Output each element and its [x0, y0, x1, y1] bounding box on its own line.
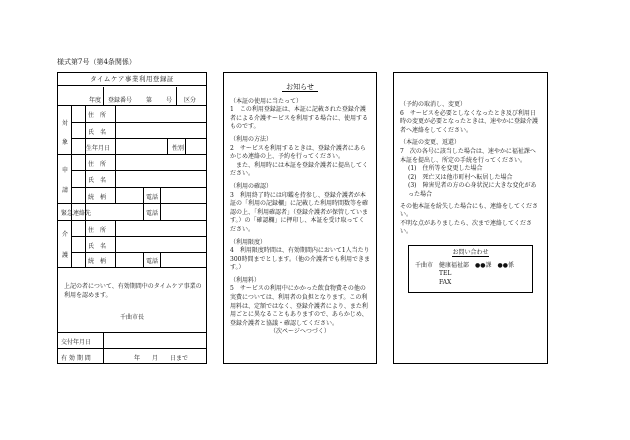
contact-fax: FAX	[439, 278, 452, 286]
divider	[160, 252, 161, 267]
issue-date-label: 交付年月日	[61, 339, 92, 346]
applicant-relation-label: 続 柄	[88, 194, 107, 201]
divider	[71, 122, 206, 123]
valid-period-label: 有 効 期 間	[61, 355, 91, 362]
list-item: (1) 住所等を変更した場合	[408, 165, 483, 173]
go-label: 号	[166, 97, 173, 104]
mayor-label: 千曲市長	[119, 314, 144, 321]
applicant-char: 請	[62, 187, 69, 194]
divider	[115, 122, 116, 154]
caregiver-char: 護	[62, 252, 69, 259]
divider	[176, 87, 177, 105]
caregiver-char: 介	[62, 231, 69, 238]
divider	[160, 187, 161, 203]
form-number: 様式第7号（第4条関係）	[57, 58, 136, 66]
notice-heading	[224, 83, 376, 92]
caregiver-address-label: 住 所	[88, 227, 107, 234]
birth-label: 生年月日	[86, 145, 111, 152]
section-title: （本証の使用に当たって）	[230, 97, 303, 105]
divider	[58, 220, 206, 221]
list-item: (3) 障害児者の方の心身状況に大きな変化があった場合	[408, 182, 537, 198]
divider	[71, 187, 206, 188]
divider	[103, 87, 104, 105]
reg-no-label: 登録番号	[108, 97, 133, 104]
divider	[167, 138, 168, 154]
section-body: 6 サービスを必要としなくなったとき及び利用日時の変更が必要となったときは、速やかに登録介護者へ連絡をしてください。	[400, 109, 539, 134]
section-body: 5 サービスの利用中にかかった飲食物費その他の実費については、利用者の負担となります。この利用料は、定額ではなく、登録介護者により、また利用ごとに異なることもありますので、あらかじめ、登録介護者と協議・確認してください。	[230, 285, 368, 327]
caregiver-name-label: 氏 名	[88, 243, 107, 250]
section-body: 4 利用限度時間は、有効期間内において1人当たり300時間までとします。（他の介護者でも利用できます。）	[230, 247, 370, 272]
emergency-phone-label: 電話	[146, 210, 159, 217]
divider	[115, 105, 116, 122]
sex-label: 性別	[172, 145, 185, 152]
valid-period-value: 年 月 日まで	[134, 355, 189, 362]
section-title: （利用料）	[230, 276, 261, 284]
divider	[58, 105, 206, 106]
contact-org: 千曲市 健康福祉部 ●●課 ●●係	[415, 261, 514, 269]
subject-address-label: 住 所	[88, 112, 107, 119]
divider	[71, 252, 206, 253]
divider	[58, 332, 206, 333]
divider	[71, 105, 72, 267]
divider	[185, 138, 186, 154]
applicant-char: 申	[62, 167, 69, 174]
section-body: 1 この利用登録証は、本証に記載された登録介護者による介護サービスを利用する場合に、使用するものです。	[230, 106, 369, 131]
registration-card	[57, 72, 207, 364]
applicant-address-label: 住 所	[88, 161, 107, 168]
caregiver-phone-label: 電話	[146, 258, 159, 265]
divider	[143, 203, 144, 220]
notice-heading-text: お知らせ	[282, 83, 318, 92]
divider	[71, 170, 206, 171]
section-title: （利用の方法）	[230, 135, 273, 143]
section-title: （利用限度）	[230, 238, 267, 246]
divider	[143, 252, 144, 267]
section-body: 7 次の各号に該当した場合は、速やかに福祉課へ本証を提出し、所定の手続を行ってください。	[400, 147, 536, 164]
section-title: （利用の確認）	[230, 182, 273, 190]
notice-card-continued	[393, 72, 548, 364]
divider	[58, 348, 206, 349]
subject-char: 象	[62, 139, 69, 146]
subject-char: 対	[62, 120, 69, 127]
card-title: タイムケア事業利用登録証	[58, 73, 206, 86]
divider	[58, 267, 206, 268]
section-title: （予約の取消し、変更）	[400, 101, 467, 108]
questions-note: 不明な点がありましたら、次まで連絡してください。	[400, 219, 533, 236]
section-body: 2 サービスを利用するときは、登録介護者にあらかじめ連絡の上、予約を行ってください。	[230, 144, 366, 161]
divider	[85, 105, 86, 267]
lost-note: その他本証を紛失した場合にも、連絡をしてください。	[400, 202, 539, 219]
divider	[58, 154, 206, 155]
contact-tel: TEL	[439, 270, 452, 278]
divider	[160, 203, 161, 220]
applicant-phone-label: 電話	[146, 194, 159, 201]
approval-note: 上記の者について、有効期間中のタイムケア事業の利用を認めます。	[64, 283, 202, 299]
category-label: 区分	[184, 97, 197, 104]
dai-label: 第	[146, 97, 153, 104]
applicant-name-label: 氏 名	[88, 177, 107, 184]
contact-box	[408, 245, 533, 293]
section-title: （本証の変更、返還）	[400, 139, 461, 147]
divider	[71, 236, 206, 237]
divider	[143, 187, 144, 203]
section-body: また、利用時には本証を登録介護者に提出してください。	[230, 161, 369, 178]
contact-title: お問い合わせ	[452, 248, 489, 256]
year-label: 年度	[89, 97, 102, 104]
caregiver-relation-label: 続 柄	[88, 258, 107, 265]
list-item: (2) 死亡又は他市町村へ転居した場合	[408, 173, 513, 181]
divider	[115, 220, 116, 267]
notice-card	[223, 72, 377, 364]
emergency-label: 緊急連絡先	[61, 210, 92, 217]
section-body: 3 利用終了時には印鑑を持参し、登録介護者が本証の「利用の記録欄」に記載した利用時間数等を確認の上、「利用確認者」（登録介護者が保管しています。）の「確認欄」に押印し、本証を受け取ってください。	[230, 191, 369, 233]
subject-name-label: 氏 名	[88, 129, 107, 136]
continued-note: （次ページへつづく）	[270, 328, 330, 336]
divider	[115, 154, 116, 203]
divider	[58, 203, 206, 204]
